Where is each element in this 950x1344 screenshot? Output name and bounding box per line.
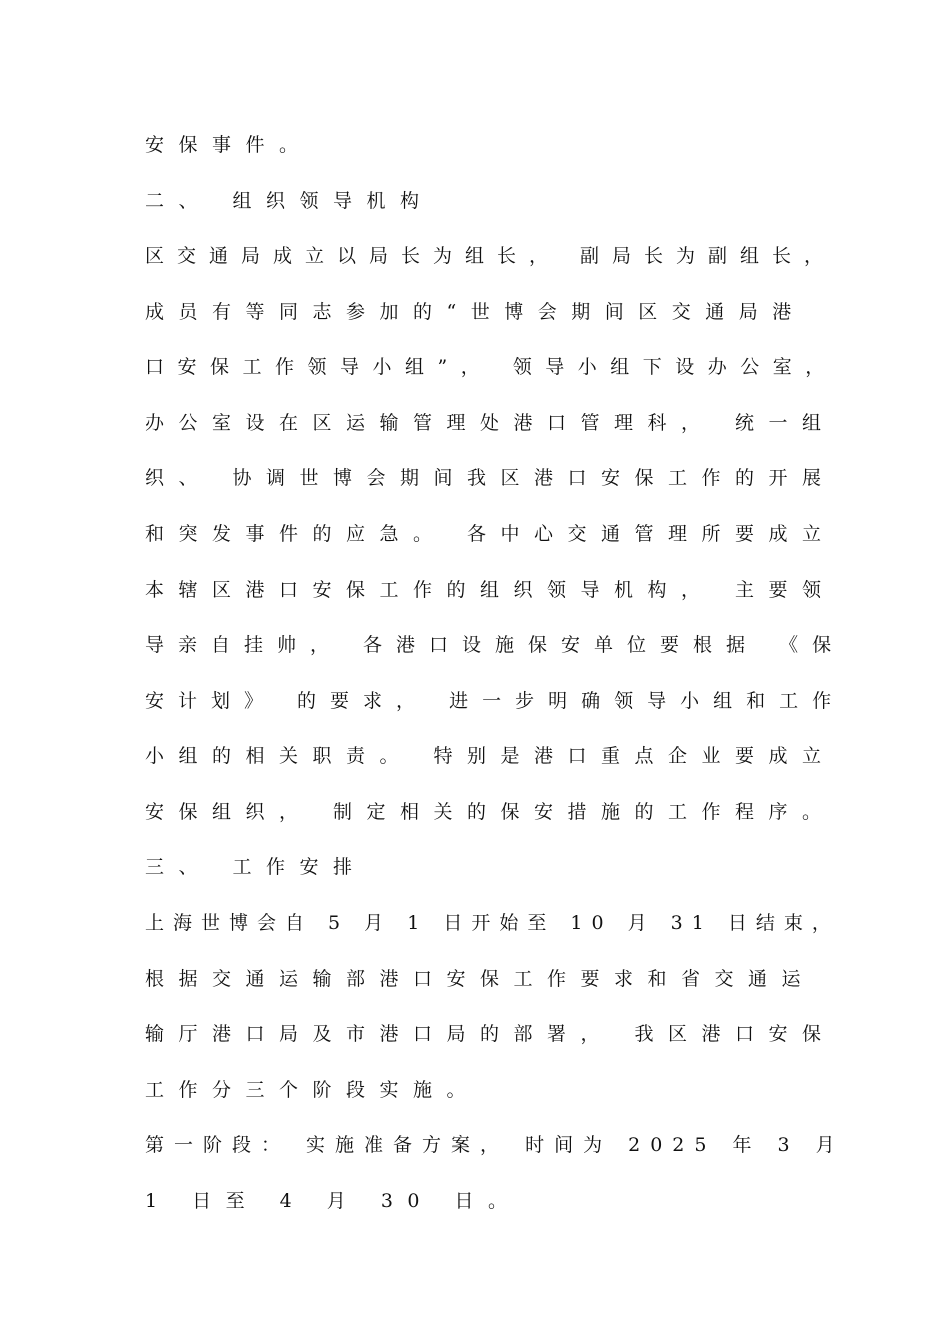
- text-line: 根据交通运输部港口安保工作要求和省交通运: [145, 968, 816, 990]
- section-heading-3: 三、 工作安排: [145, 856, 367, 878]
- text-line: 安保组织， 制定相关的保安措施的工作程序。: [145, 801, 836, 823]
- text-line: 织、 协调世博会期间我区港口安保工作的开展: [145, 467, 836, 489]
- text-line: 口安保工作领导小组”， 领导小组下设办公室，: [145, 356, 838, 378]
- text-line: 安计划》 的要求， 进一步明确领导小组和工作: [145, 690, 846, 712]
- section-heading-2: 二、 组织领导机构: [145, 190, 434, 212]
- text-line: 区交通局成立以局长为组长， 副局长为副组长，: [145, 245, 837, 267]
- text-line: 本辖区港口安保工作的组织领导机构， 主要领: [145, 579, 836, 601]
- text-line: 第一阶段： 实施准备方案， 时间为 2025 年 3 月: [145, 1134, 845, 1156]
- text-line: 上海世博会自 5 月 1 日开始至 10 月 31 日结束，: [145, 912, 840, 934]
- text-line: 安保事件。: [145, 134, 313, 156]
- text-line: 和突发事件的应急。 各中心交通管理所要成立: [145, 523, 836, 545]
- text-line: 成员有等同志参加的“世博会期间区交通局港: [145, 301, 806, 323]
- text-line: 小组的相关职责。 特别是港口重点企业要成立: [145, 745, 836, 767]
- text-line: 1 日至 4 月 30 日。: [145, 1190, 522, 1212]
- text-line: 工作分三个阶段实施。: [145, 1079, 481, 1101]
- text-line: 输厅港口局及市港口局的部署， 我区港口安保: [145, 1023, 836, 1045]
- text-line: 导亲自挂帅， 各港口设施保安单位要根据 《保: [145, 634, 846, 656]
- text-line: 办公室设在区运输管理处港口管理科， 统一组: [145, 412, 836, 434]
